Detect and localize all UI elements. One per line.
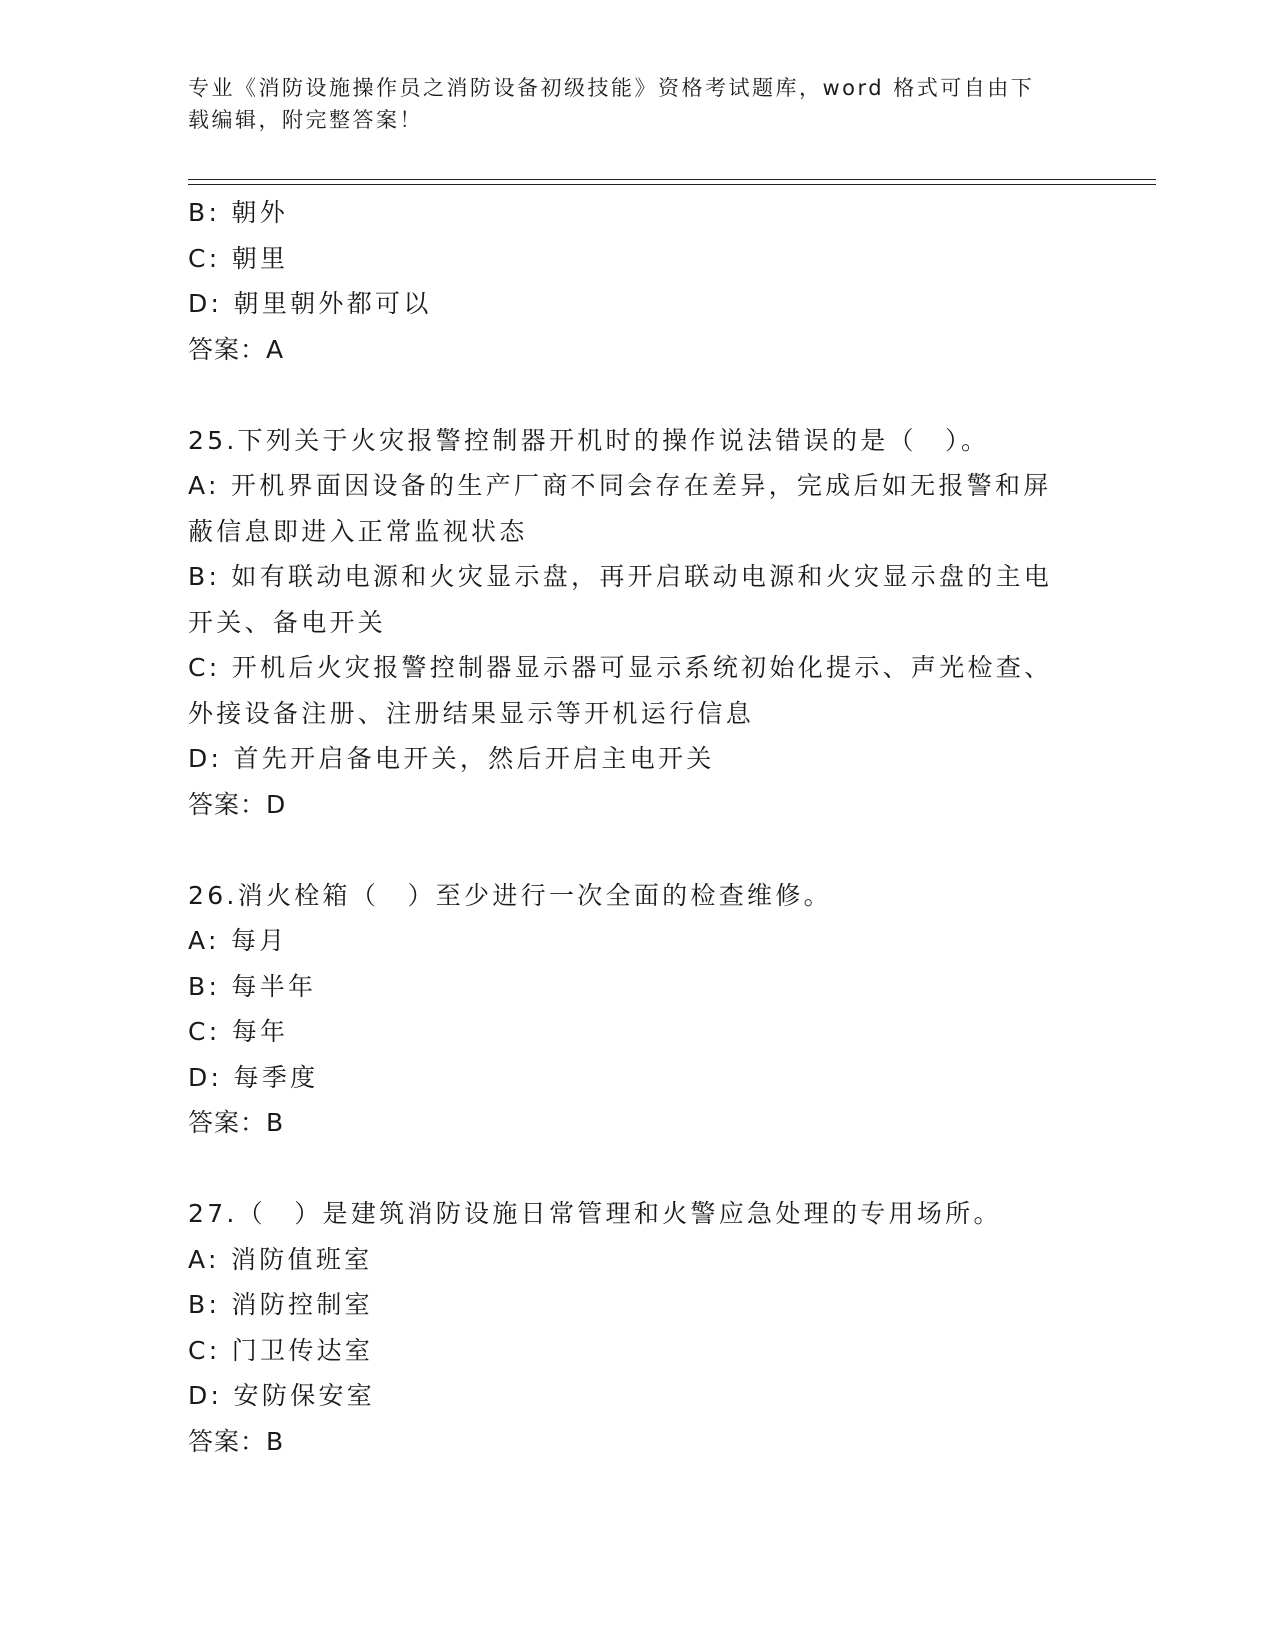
- option-a-line-1: A: 开机界面因设备的生产厂商不同会存在差异，完成后如无报警和屏: [188, 471, 1052, 500]
- option-a-line-2: 蔽信息即进入正常监视状态: [188, 516, 528, 546]
- header-rule-bottom: [188, 184, 1156, 185]
- option-b-line-1: B: 如有联动电源和火灾显示盘，再开启联动电源和火灾显示盘的主电: [188, 562, 1053, 591]
- question-list: [188, 190, 1088, 1464]
- option-c-line-1: C: 开机后火灾报警控制器显示器可显示系统初始化提示、声光检查、: [188, 653, 1053, 682]
- question-26: [188, 873, 1088, 1146]
- option-b: B: 每半年: [188, 971, 317, 1001]
- question-stem: 26.消火栓箱（ ）至少进行一次全面的检查维修。: [188, 880, 832, 910]
- option-d: D: 安防保安室: [188, 1381, 376, 1410]
- page-header: [188, 72, 1078, 136]
- option-d: D: 每季度: [188, 1062, 319, 1092]
- spacer: [188, 827, 1088, 873]
- option-d: D: 首先开启备电开关，然后开启主电开关: [188, 744, 715, 773]
- answer: 答案：B: [188, 1108, 285, 1137]
- option-c-line-2: 外接设备注册、注册结果显示等开机运行信息: [188, 698, 755, 728]
- spacer: [188, 372, 1088, 418]
- question-24-continued: [188, 190, 1088, 372]
- option-c: C: 每年: [188, 1017, 289, 1046]
- answer: 答案：D: [188, 789, 287, 819]
- header-rule-top: [188, 179, 1156, 180]
- option-a: A: 消防值班室: [188, 1244, 373, 1274]
- spacer: [188, 1146, 1088, 1192]
- option-b: B: 朝外: [188, 198, 289, 227]
- header-line-2: 载编辑，附完整答案！: [188, 108, 423, 132]
- question-25: [188, 418, 1088, 828]
- option-b-line-2: 开关、备电开关: [188, 607, 387, 637]
- header-line-1: 专业《消防设施操作员之消防设备初级技能》资格考试题库，word 格式可自由下: [188, 76, 1035, 100]
- option-c: C: 门卫传达室: [188, 1335, 374, 1365]
- option-a: A: 每月: [188, 926, 288, 955]
- option-d: D: 朝里朝外都可以: [188, 289, 432, 318]
- answer: 答案：B: [188, 1426, 285, 1456]
- option-c: C: 朝里: [188, 243, 289, 273]
- question-stem: 25.下列关于火灾报警控制器开机时的操作说法错误的是（ ）。: [188, 425, 990, 455]
- option-b: B: 消防控制室: [188, 1290, 373, 1319]
- question-stem: 27.（ ）是建筑消防设施日常管理和火警应急处理的专用场所。: [188, 1199, 1002, 1228]
- question-27: [188, 1191, 1088, 1464]
- answer: 答案：A: [188, 334, 285, 364]
